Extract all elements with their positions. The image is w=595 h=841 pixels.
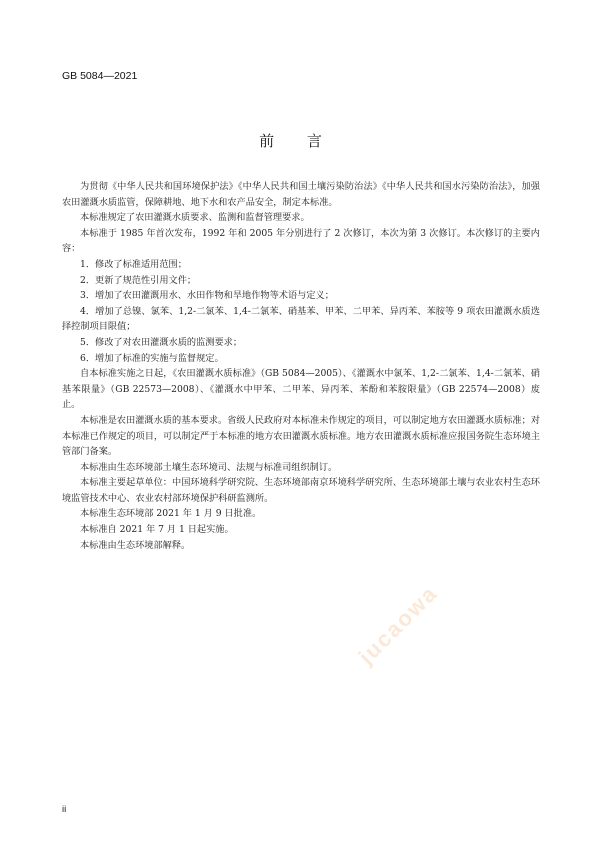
page-title: 前 言 — [259, 132, 336, 150]
list-item: 3．增加了农田灌溉用水、水田作物和旱地作物等术语与定义； — [80, 290, 334, 302]
paragraph-purpose: 为贯彻《中华人民共和国环境保护法》《中华人民共和国土壤污染防治法》《中华人民共和国水污染防治法》，加强农田灌溉水质监管，保障耕地、地下水和农产品安全，制定本标准。 — [62, 181, 540, 208]
page-number: ii — [62, 804, 67, 815]
paragraph-effective-date: 本标准自 2021 年 7 月 1 日起实施。 — [80, 524, 234, 536]
list-item: 6．增加了标准的实施与监督规定。 — [80, 352, 224, 364]
standard-number: GB 5084—2021 — [62, 70, 138, 82]
paragraph-organizer: 本标准由生态环境部土壤生态环境司、法规与标准司组织制订。 — [80, 461, 338, 473]
paragraph-approval: 本标准生态环境部 2021 年 1 月 9 日批准。 — [80, 508, 262, 520]
list-item: 2．更新了规范性引用文件； — [80, 274, 197, 286]
paragraph-drafting-units: 本标准主要起草单位：中国环境科学研究院、生态环境部南京环境科学研究所、生态环境部土壤与农业农村生态环境监管技术中心、农业农村部环境保护科研监测所。 — [62, 477, 540, 504]
paragraph-basic-requirements: 本标准是农田灌溉水质的基本要求。省级人民政府对本标准未作规定的项目，可以制定地方农田灌溉水质标准；对本标准已作规定的项目，可以制定严于本标准的地方农田灌溉水质标准。地方农田灌溉水质标准应报国务院生态环境主管部门备案。 — [62, 414, 540, 458]
watermark: jucaowa — [353, 580, 443, 670]
list-item: 4．增加了总镍、氯苯、1,2-二氯苯、1,4-二氯苯、硝基苯、甲苯、二甲苯、异丙苯、苯胺等 9 项农田灌溉水质选择控制项目限值； — [62, 305, 540, 333]
paragraph-scope: 本标准规定了农田灌溉水质要求、监测和监督管理要求。 — [80, 212, 310, 224]
paragraph-history: 本标准于 1985 年首次发布，1992 年和 2005 年分别进行了 2 次修订，本次为第 3 次修订。本次修订的主要内容： — [62, 227, 540, 255]
list-item: 5．修改了对农田灌溉水质的监测要求； — [80, 336, 243, 348]
list-item: 1．修改了标准适用范围； — [80, 258, 187, 270]
paragraph-abolished: 自本标准实施之日起，《农田灌溉水质标准》（GB 5084—2005）、《灌溉水中氯苯、1,2-二氯苯、1,4-二氯苯、硝基苯限量》（GB 22573—2008）、《灌溉水中甲苯、二甲苯、异丙苯、苯酚和苯胺限量》（GB 22574—2008）废止。 — [62, 368, 540, 411]
paragraph-interpretation: 本标准由生态环境部解释。 — [80, 539, 191, 551]
foreword-body — [62, 179, 540, 553]
